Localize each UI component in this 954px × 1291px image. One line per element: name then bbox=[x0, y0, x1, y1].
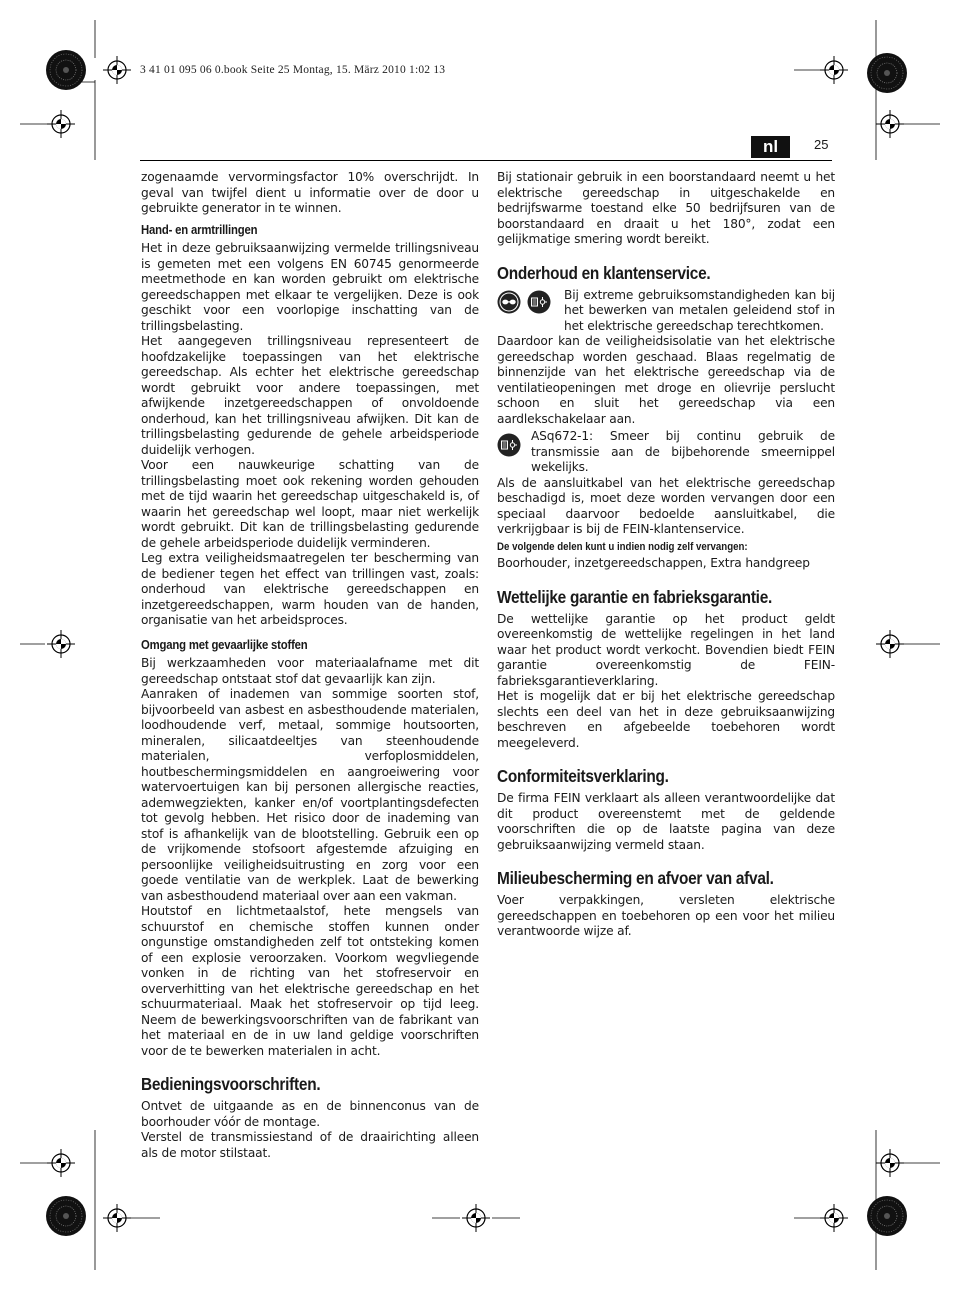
maintenance-heading: Onderhoud en klantenservice. bbox=[497, 262, 711, 283]
goggles-icon bbox=[497, 290, 521, 314]
vibration-paragraph-1: Het in deze gebruiksaanwijzing vermelde trillingsniveau is gemeten met een volgens EN 60745 genormeerde meetmethode en kan worden gebruikt om elektrische gereedschappen met elkaar te vergelijken. Deze is ook geschikt voor een voorlopige inschatting van de trillingsbelasting. bbox=[141, 241, 479, 333]
maintenance-icon-row bbox=[497, 288, 835, 335]
conformity-paragraph: De firma FEIN verklaart als alleen verantwoordelijke dat dit product overeenstemt met de geldende voorschriften die op de laatste pagina van deze gebruiksaanwijzing vermeld staan. bbox=[497, 791, 835, 852]
header-rule bbox=[140, 160, 832, 161]
file-info-line: 3 41 01 095 06 0.book Seite 25 Montag, 15. März 2010 1:02 13 bbox=[140, 64, 446, 76]
maintenance-icon-text: Bij extreme gebruiksomstandigheden kan bij het bewerken van metalen geleidend stof in het elektrische gereedschap terechtkomen. bbox=[564, 287, 835, 333]
intro-paragraph: zogenaamde vervormingsfactor 10% overschrijdt. In geval van twijfel dient u informatie over de door u gebruikte generator in te winnen. bbox=[141, 170, 479, 215]
lubrication-icon bbox=[497, 433, 521, 457]
hazard-paragraph-1: Bij werkzaamheden voor materiaalafname met dit gereedschap ontstaat stof dat gevaarlijk kan zijn. bbox=[141, 656, 479, 686]
environment-paragraph: Voer verpakkingen, versleten elektrische gereedschappen en toebehoren op een voor het milieu verantwoorde wijze af. bbox=[497, 893, 835, 938]
operating-paragraph-2: Verstel de transmissiestand of de draairichting alleen als de motor stilstaat. bbox=[141, 1130, 479, 1160]
lubrication-icon-row bbox=[497, 429, 835, 476]
hazard-paragraph-3: Houtstof en lichtmetaalstof, hete mengsels van schuurstof en chemische stoffen kunnen onder ongunstige omstandigheden zelf tot ontsteking komen of een explosie veroorzaken. Voorkom wegvliegende vonken in de richting van het stofreservoir en oververhitting van het elektrische gereedschap en het schuurmateriaal. Maak het stofreservoir op tijd leeg. Neem de bewerkingsvoorschriften van de fabrikant van het materiaal en de in uw land geldige voorschriften voor de te bewerken materialen in acht. bbox=[141, 904, 479, 1058]
conformity-heading: Conformiteitsverklaring. bbox=[497, 766, 669, 786]
lubrication-text: ASq672-1: Smeer bij continu gebruik de transmissie aan de bijbehorende smeernippel wekelijks. bbox=[531, 429, 835, 474]
vibration-heading: Hand- en armtrillingen bbox=[141, 222, 258, 237]
maintenance-paragraph-1: Daardoor kan de veiligheidsisolatie van het elektrische gereedschap worden geschaad. Blaas regelmatig de binnenzijde van het elektrische gereedschap via de ventilatieopeningen met droge en olievrije perslucht schoon en sluit het gereedschap via een aardlekschakelaar aan. bbox=[497, 334, 835, 426]
warranty-heading: Wettelijke garantie en fabrieksgarantie. bbox=[497, 586, 773, 607]
vibration-paragraph-4: Leg extra veiligheidsmaatregelen ter bescherming van de bediener tegen het effect van trillingen vast, zoals: onderhoud van elektrische gereedschappen en inzetgereedschappen, warm houden van de handen, organisatie van het arbeidsproces. bbox=[141, 551, 479, 627]
language-badge: nl bbox=[751, 136, 790, 158]
warranty-paragraph-1: De wettelijke garantie op het product geldt overeenkomstig de wettelijke regelingen in het land waar het product wordt verkocht. Bovendien biedt FEIN garantie overeenkomstig de FEIN-fabrieksgarantieverklaring. bbox=[497, 611, 835, 688]
parts-heading: De volgende delen kunt u indien nodig zelf vervangen: bbox=[497, 540, 748, 553]
manual-icon bbox=[527, 290, 551, 314]
hazard-paragraph-2: Aanraken of inademen van sommige soorten stof, bijvoorbeeld van asbest en asbesthoudende materialen, loodhoudende verf, metaal, sommige houtsoorten, mineralen, silicaatdeeltjes van steenhoudende materialen, verfoplosmiddelen, houtbeschermingsmiddelen en aangroeiwering voor watervoertuigen kan bij personen allergische reacties, ademwegziekten, kanker en/of voortplantingsdefecten tot gevolg hebben. Het risico door de inademing van stof is afhankelijk van de blootstelling. Gebruik een op de vrijkomende stofsoort afgestemde afzuiging en persoonlijke veiligheidsuitrusting en zorg voor een goede ventilatie van de werkplek. Laat de bewerking van asbesthoudend materiaal over aan een vakman. bbox=[141, 687, 479, 903]
stationary-paragraph: Bij stationair gebruik in een boorstandaard neemt u het elektrische gereedschap in uitgeschakelde en bedrijfswarme toestand elke 50 bedrijfsuren van de boorstandaard en draait u het 180°, zodat een gelijkmatige smering wordt bereikt. bbox=[497, 170, 835, 246]
environment-heading: Milieubescherming en afvoer van afval. bbox=[497, 868, 774, 888]
left-column bbox=[141, 170, 479, 1161]
maintenance-paragraph-2: Als de aansluitkabel van het elektrische gereedschap beschadigd is, moet deze worden vervangen door een speciaal daarvoor bedoelde aansluitkabel, die verkrijgbaar is bij de FEIN-klantenservice. bbox=[497, 475, 835, 536]
right-column bbox=[497, 170, 835, 940]
parts-list: Boorhouder, inzetgereedschappen, Extra handgreep bbox=[497, 556, 810, 570]
operating-heading: Bedieningsvoorschriften. bbox=[141, 1074, 321, 1094]
vibration-paragraph-3: Voor een nauwkeurige schatting van de trillingsbelasting moet ook rekening worden gehouden met de tijd waarin het gereedschap uitgeschakeld is, of waarin het gereedschap wel loopt, maar niet werkelijk wordt gebruikt. Dit kan de trillingsbelasting gedurende de gehele arbeidsperiode duidelijk verminderen. bbox=[141, 458, 479, 550]
warranty-paragraph-2: Het is mogelijk dat er bij het elektrische gereedschap slechts een deel van het in deze gebruiksaanwijzing beschreven en afgebeelde toebehoren wordt meegeleverd. bbox=[497, 689, 835, 750]
vibration-paragraph-2: Het aangegeven trillingsniveau representeert de hoofdzakelijke toepassingen van het elektrische gereedschap. Als echter het elektrische gereedschap wordt gebruikt voor andere toepassingen, met afwijkende inzetgereedschappen of onvoldoende onderhoud, kan het trillingsniveau afwijken. Dit kan de trillingsbelasting gedurende de gehele arbeidsperiode duidelijk verhogen. bbox=[141, 334, 479, 457]
page-number: 25 bbox=[814, 137, 829, 152]
hazard-heading: Omgang met gevaarlijke stoffen bbox=[141, 637, 308, 652]
operating-paragraph-1: Ontvet de uitgaande as en de binnenconus van de boorhouder vóór de montage. bbox=[141, 1099, 479, 1129]
